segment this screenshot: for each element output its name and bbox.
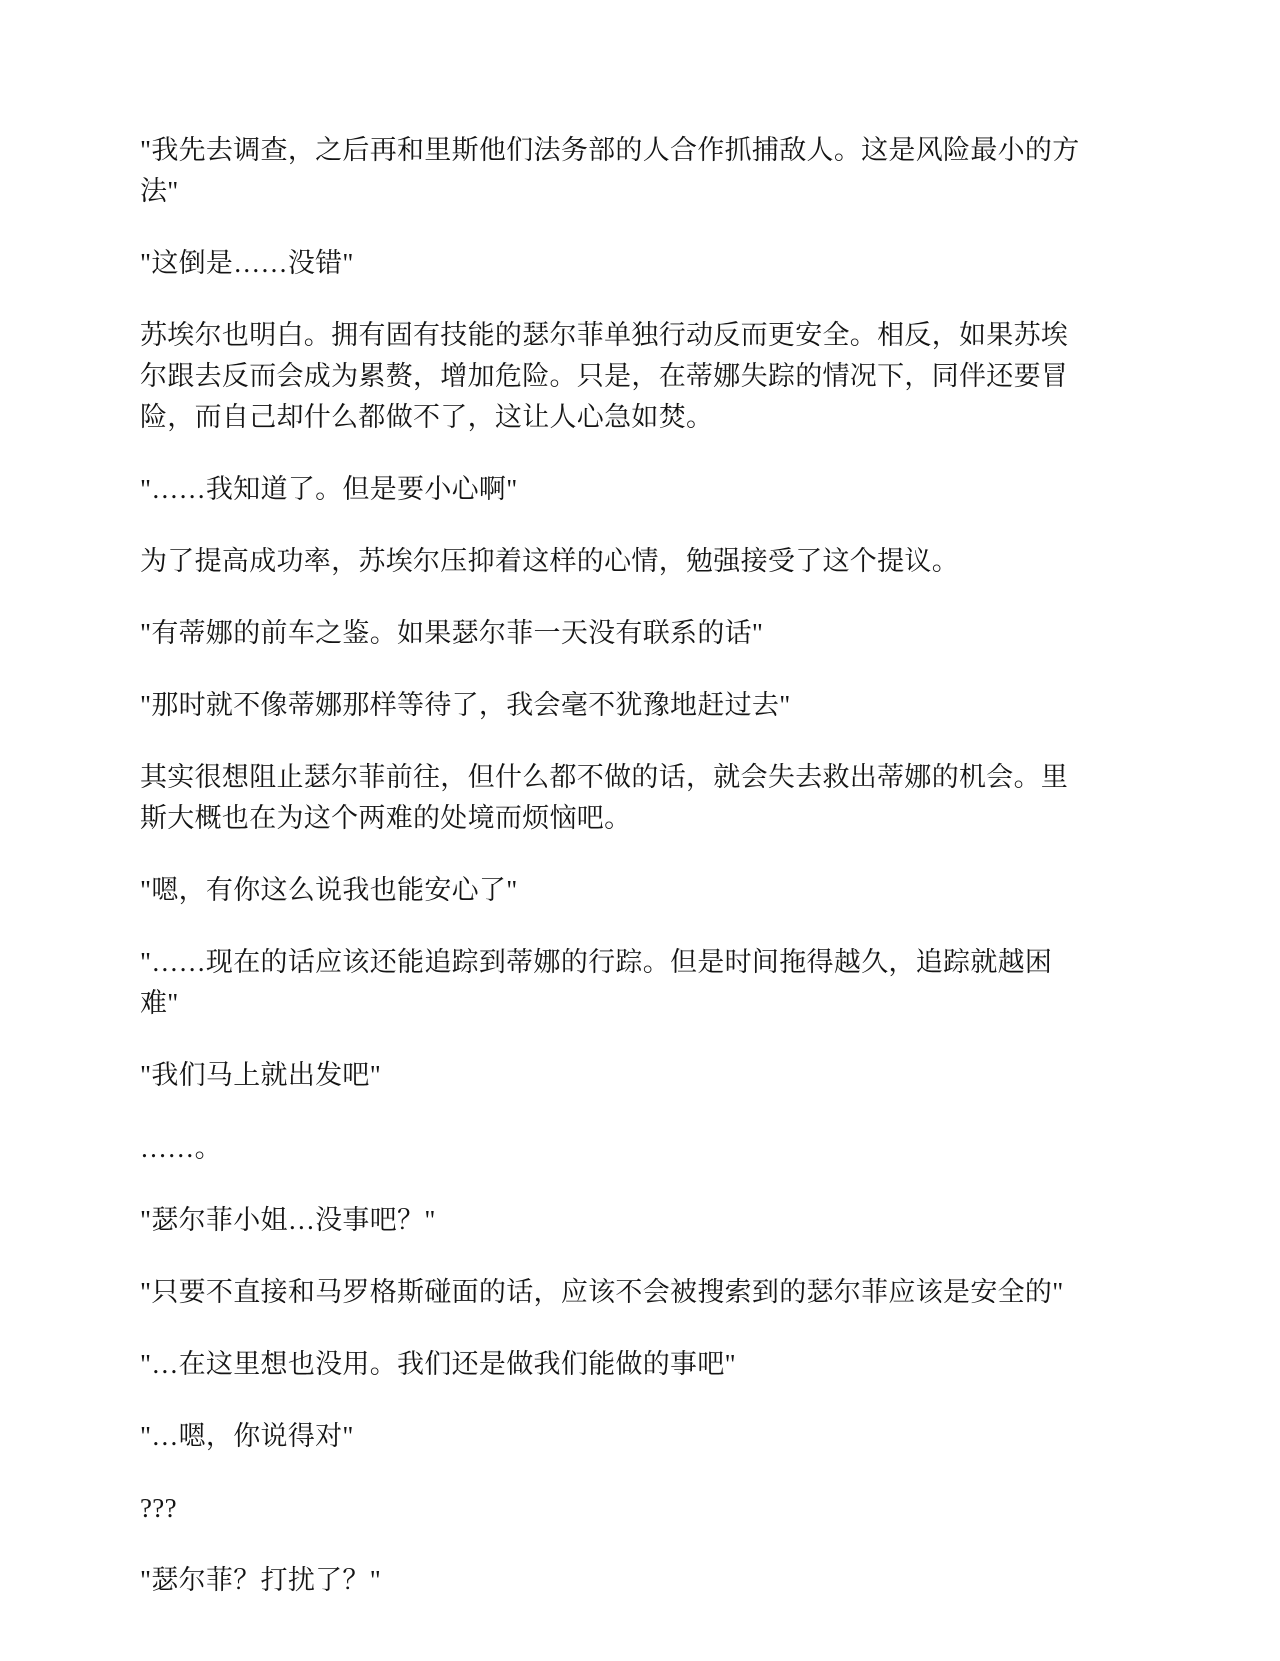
paragraph: "嗯，有你这么说我也能安心了" <box>140 875 518 906</box>
paragraph: "我先去调查，之后再和里斯他们法务部的人合作抓捕敌人。这是风险最小的方法" <box>140 135 1080 207</box>
paragraph: "我们马上就出发吧" <box>140 1060 382 1091</box>
paragraph: "瑟尔菲小姐…没事吧？" <box>140 1204 436 1235</box>
paragraph: "只要不直接和马罗格斯碰面的话，应该不会被搜索到的瑟尔菲应该是安全的" <box>140 1276 1064 1307</box>
paragraph: 其实很想阻止瑟尔菲前往，但什么都不做的话，就会失去救出蒂娜的机会。里斯大概也在为这个两难的处境而烦恼吧。 <box>140 762 1069 834</box>
paragraph: "…在这里想也没用。我们还是做我们能做的事吧" <box>140 1348 736 1379</box>
paragraph: ……。 <box>140 1132 222 1163</box>
paragraph: 苏埃尔也明白。拥有固有技能的瑟尔菲单独行动反而更安全。相反，如果苏埃尔跟去反而会成为累赘，增加危险。只是，在蒂娜失踪的情况下，同伴还要冒险，而自己却什么都做不了，这让人心急如焚。 <box>140 320 1069 433</box>
paragraph: "瑟尔菲？打扰了？" <box>140 1564 382 1595</box>
paragraph: "有蒂娜的前车之鉴。如果瑟尔菲一天没有联系的话" <box>140 618 764 649</box>
paragraph: "那时就不像蒂娜那样等待了，我会毫不犹豫地赶过去" <box>140 690 791 721</box>
paragraph: "这倒是……没错" <box>140 248 354 279</box>
paragraph: "……现在的话应该还能追踪到蒂娜的行踪。但是时间拖得越久，追踪就越困难" <box>140 947 1053 1019</box>
document-body <box>140 130 1080 1601</box>
paragraph: 为了提高成功率，苏埃尔压抑着这样的心情，勉强接受了这个提议。 <box>140 546 959 577</box>
paragraph: "…嗯，你说得对" <box>140 1420 354 1451</box>
paragraph: ??? <box>140 1492 177 1523</box>
paragraph: "……我知道了。但是要小心啊" <box>140 474 518 505</box>
